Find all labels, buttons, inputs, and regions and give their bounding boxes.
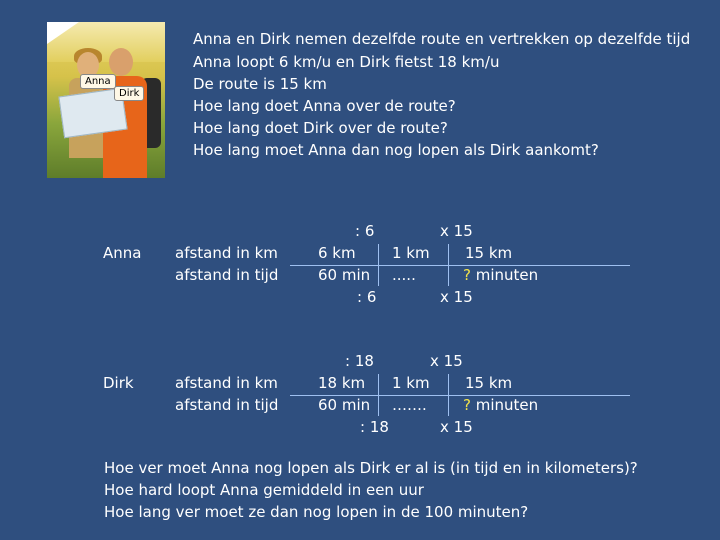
dirk-c3-bot bbox=[463, 394, 538, 416]
dirk-row1-label: afstand in km bbox=[175, 374, 278, 392]
dirk-row2-label: afstand in tijd bbox=[175, 396, 279, 414]
anna-c3-unit: minuten bbox=[470, 266, 539, 284]
anna-col-divider-1 bbox=[378, 244, 379, 286]
intro-line-2: Anna loopt 6 km/u en Dirk fietst 18 km/u bbox=[193, 53, 500, 71]
anna-c3-top: 15 km bbox=[465, 244, 513, 262]
dirk-c2-top: 1 km bbox=[392, 374, 430, 392]
closing-line-2: Hoe hard loopt Anna gemiddeld in een uur bbox=[104, 481, 424, 499]
dirk-c2-bot: ……. bbox=[392, 396, 427, 414]
intro-line-4: Hoe lang doet Anna over de route? bbox=[193, 97, 456, 115]
dirk-col-divider-2 bbox=[448, 374, 449, 416]
anna-div-top: : 6 bbox=[355, 222, 375, 240]
dirk-div-top: : 18 bbox=[345, 352, 374, 370]
closing-line-3: Hoe lang ver moet ze dan nog lopen in de 100 minuten? bbox=[104, 503, 529, 521]
anna-c3-bot bbox=[463, 264, 538, 286]
anna-c2-top: 1 km bbox=[392, 244, 430, 262]
anna-col-divider-2 bbox=[448, 244, 449, 286]
photo-label-anna: Anna bbox=[80, 74, 116, 89]
intro-line-3: De route is 15 km bbox=[193, 75, 327, 93]
anna-c2-bot: ..... bbox=[392, 266, 416, 284]
dirk-mul-top: x 15 bbox=[430, 352, 463, 370]
anna-dirk-photo bbox=[47, 22, 165, 178]
dirk-c3-top: 15 km bbox=[465, 374, 513, 392]
dirk-row-divider bbox=[290, 395, 630, 396]
dirk-c1-bot: 60 min bbox=[318, 396, 371, 414]
photo-label-dirk: Dirk bbox=[114, 86, 144, 101]
intro-line-5: Hoe lang doet Dirk over de route? bbox=[193, 119, 448, 137]
anna-c1-bot: 60 min bbox=[318, 266, 371, 284]
dirk-mul-bot: x 15 bbox=[440, 418, 473, 436]
closing-line-1: Hoe ver moet Anna nog lopen als Dirk er al is (in tijd en in kilometers)? bbox=[104, 459, 638, 477]
anna-row2-label: afstand in tijd bbox=[175, 266, 279, 284]
anna-row-divider bbox=[290, 265, 630, 266]
dirk-name: Dirk bbox=[103, 374, 134, 392]
intro-line-1: Anna en Dirk nemen dezelfde route en vertrekken op dezelfde tijd bbox=[193, 30, 691, 48]
dirk-unknown-mark: ? bbox=[463, 396, 471, 414]
anna-div-bot: : 6 bbox=[357, 288, 377, 306]
anna-unknown-mark: ? bbox=[463, 266, 471, 284]
anna-name: Anna bbox=[103, 244, 142, 262]
anna-c1-top: 6 km bbox=[318, 244, 356, 262]
dirk-col-divider-1 bbox=[378, 374, 379, 416]
anna-mul-bot: x 15 bbox=[440, 288, 473, 306]
anna-row1-label: afstand in km bbox=[175, 244, 278, 262]
anna-mul-top: x 15 bbox=[440, 222, 473, 240]
dirk-div-bot: : 18 bbox=[360, 418, 389, 436]
dirk-c3-unit: minuten bbox=[470, 396, 539, 414]
intro-line-6: Hoe lang moet Anna dan nog lopen als Dirk aankomt? bbox=[193, 141, 599, 159]
dirk-c1-top: 18 km bbox=[318, 374, 366, 392]
